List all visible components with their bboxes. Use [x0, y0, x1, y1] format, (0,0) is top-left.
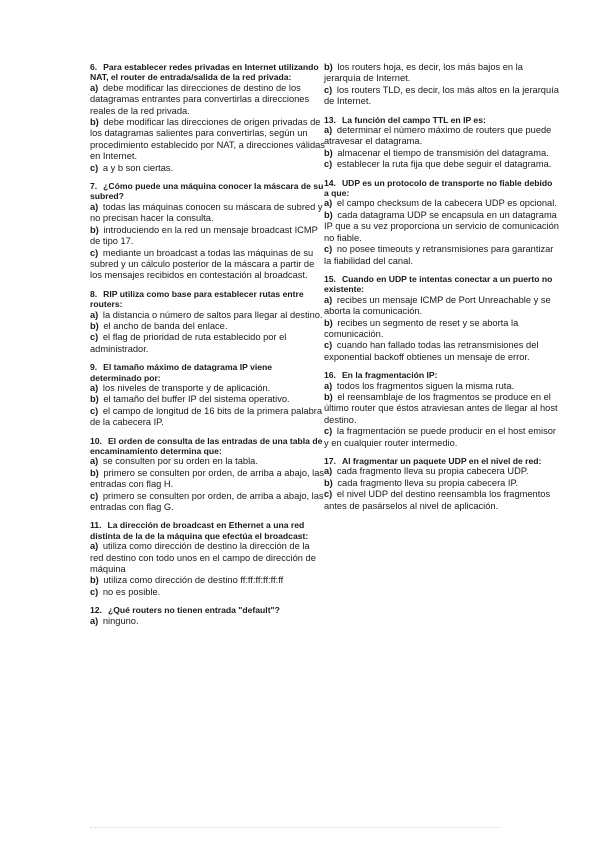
option-text: mediante un broadcast a todas las máquinas de su subred y un cálculo posterior de la máscara a partir de los mensajes recibidos en contestación al broadcast.	[90, 247, 315, 281]
question-9	[90, 362, 325, 428]
question-6	[90, 62, 325, 174]
option-letter: c)	[90, 490, 99, 501]
question-16	[324, 370, 559, 449]
answer-option-6-1	[90, 117, 325, 163]
answer-option-9-2	[90, 406, 325, 429]
option-text: debe modificar las direcciones de origen privadas de los datagramas salientes para convertirlas, según un procedimiento establecido por NAT, a direcciones válidas en Internet.	[90, 117, 325, 162]
option-text: los niveles de transporte y de aplicación.	[102, 382, 271, 393]
answer-option-12-0	[324, 62, 559, 85]
question-17	[324, 456, 559, 512]
answer-option-10-1	[90, 468, 325, 491]
answer-option-17-1	[324, 478, 559, 489]
option-letter: c)	[324, 340, 333, 351]
option-letter: a)	[90, 456, 99, 467]
question-stem: Para establecer redes privadas en Internet utilizando NAT, el router de entrada/salida de la red privada:	[90, 62, 319, 83]
option-text: la distancia o número de saltos para llegar al destino.	[102, 309, 323, 320]
question-text	[90, 62, 325, 83]
question-text	[324, 456, 559, 466]
answer-option-10-2	[90, 491, 325, 514]
question-8	[90, 289, 325, 355]
option-letter: a)	[90, 201, 99, 212]
option-letter: b)	[324, 317, 333, 328]
answer-option-15-1	[324, 318, 559, 341]
option-text: el flag de prioridad de ruta establecido por el administrador.	[90, 332, 287, 354]
scan-artifact-divider	[90, 827, 500, 828]
option-text: la fragmentación se puede producir en el host emisor y en cualquier router intermedio.	[324, 426, 556, 448]
left-column	[90, 62, 325, 634]
answer-option-17-0	[324, 466, 559, 477]
option-text: utiliza como dirección de destino la dirección de la red destino con todo unos en el campo de dirección de máquina	[90, 541, 316, 575]
option-text: primero se consulten por orden, de arriba a abajo, las entradas con flag H.	[90, 467, 325, 490]
option-text: establecer la ruta fija que debe seguir el datagrama.	[336, 159, 552, 170]
option-text: cuando han fallado todas las retransmisiones del exponential backoff obtienes un mensaje de error.	[324, 340, 539, 362]
answer-option-13-0	[324, 125, 559, 148]
question-text	[324, 178, 559, 199]
option-text: los routers TLD, es decir, los más altos en la jerarquía de Internet.	[324, 84, 559, 107]
answer-option-13-2	[324, 159, 559, 170]
option-letter: b)	[90, 320, 99, 331]
answer-option-7-1	[90, 225, 325, 248]
answer-option-12-0	[90, 616, 325, 627]
answer-option-13-1	[324, 148, 559, 159]
answer-option-16-1	[324, 392, 559, 426]
question-number: 12.	[90, 605, 102, 616]
question-number: 15.	[324, 273, 336, 284]
option-text: cada fragmento lleva su propia cabecera UDP.	[336, 466, 529, 477]
option-letter: b)	[324, 209, 333, 220]
question-text	[90, 289, 325, 310]
option-letter: a)	[324, 466, 333, 477]
option-text: primero se consulten por orden, de arriba a abajo, las entradas con flag G.	[90, 490, 324, 513]
question-stem: En la fragmentación IP:	[341, 370, 438, 381]
question-stem: Cuando en UDP te intentas conectar a un puerto no existente:	[324, 273, 553, 295]
question-stem: RIP utiliza como base para establecer rutas entre routers:	[90, 288, 304, 310]
question-10	[90, 436, 325, 514]
option-text: el tamaño del buffer IP del sistema operativo.	[103, 394, 290, 405]
question-stem: Al fragmentar un paquete UDP en el nivel de red:	[341, 456, 542, 466]
question-14	[324, 178, 559, 267]
answer-option-14-2	[324, 244, 559, 267]
option-text: todas las máquinas conocen su máscara de subred y no precisan hacer la consulta.	[90, 201, 323, 224]
option-letter: c)	[90, 405, 99, 416]
option-text: el campo checksum de la cabecera UDP es opcional.	[336, 198, 557, 209]
question-13	[324, 115, 559, 171]
question-12	[90, 605, 325, 627]
question-number: 8.	[90, 288, 98, 299]
question-stem: El tamaño máximo de datagrama IP viene determinado por:	[90, 362, 273, 383]
option-letter: b)	[324, 391, 333, 402]
option-text: a y b son ciertas.	[102, 162, 174, 173]
question-text	[90, 181, 325, 202]
question-12-continuation	[324, 62, 559, 108]
option-letter: a)	[90, 541, 99, 552]
answer-option-12-1	[324, 85, 559, 108]
option-letter: b)	[90, 575, 99, 586]
option-letter: c)	[90, 247, 99, 258]
option-text: cada fragmento lleva su propia cabecera IP.	[337, 477, 519, 488]
question-text	[90, 436, 325, 457]
right-column-questions	[324, 115, 559, 512]
question-stem: ¿Qué routers no tienen entrada "default"?	[107, 605, 280, 616]
option-text: se consulten por su orden en la tabla.	[102, 456, 258, 467]
option-text: debe modificar las direcciones de destino de los datagramas entrantes para convertirlas a direcciones reales de la red privada.	[90, 82, 310, 116]
option-text: todos los fragmentos siguen la misma ruta.	[336, 380, 515, 391]
answer-option-11-2	[90, 587, 325, 598]
option-letter: c)	[324, 159, 333, 170]
option-letter: a)	[90, 82, 99, 93]
answer-option-7-0	[90, 202, 325, 225]
question-number: 11.	[90, 520, 102, 531]
question-number: 6.	[90, 62, 98, 72]
option-letter: c)	[324, 426, 333, 437]
question-stem: La dirección de broadcast en Ethernet a una red distinta de la de la máquina que efectúa el broadcast:	[90, 520, 309, 541]
option-letter: b)	[324, 62, 333, 72]
option-text: ninguno.	[102, 615, 139, 626]
right-column	[324, 62, 559, 519]
answer-option-16-2	[324, 426, 559, 449]
question-text	[90, 520, 325, 541]
option-text: no posee timeouts y retransmisiones para garantizar la fiabilidad del canal.	[324, 244, 554, 266]
answer-option-9-1	[90, 394, 325, 405]
question-number: 14.	[324, 177, 336, 188]
answer-option-16-0	[324, 381, 559, 392]
answer-option-15-0	[324, 295, 559, 318]
answer-option-8-1	[90, 321, 325, 332]
answer-option-6-0	[90, 83, 325, 117]
option-letter: a)	[90, 309, 99, 320]
option-text: determinar el número máximo de routers que puede atravesar el datagrama.	[324, 125, 552, 147]
question-number: 10.	[90, 435, 102, 446]
question-number: 16.	[324, 370, 336, 381]
option-letter: b)	[90, 467, 99, 478]
option-text: recibes un segmento de reset y se aborta la comunicación.	[324, 317, 519, 339]
option-text: el reensamblaje de los fragmentos se produce en el último router que éstos atraviesan antes de llegar al host destino.	[324, 391, 558, 425]
question-number: 13.	[324, 114, 336, 125]
option-text: el nivel UDP del destino reensambla los fragmentos antes de pasárselos al nivel de aplicación.	[324, 489, 551, 511]
question-number: 7.	[90, 181, 98, 192]
answer-option-7-2	[90, 248, 325, 282]
option-text: el campo de longitud de 16 bits de la primera palabra de la cabecera IP.	[90, 405, 323, 428]
question-number: 9.	[90, 362, 98, 373]
question-stem: ¿Cómo puede una máquina conocer la máscara de su subred?	[90, 181, 324, 202]
answer-option-11-0	[90, 541, 325, 575]
answer-option-9-0	[90, 383, 325, 394]
question-11	[90, 520, 325, 598]
question-stem: La función del campo TTL en IP es:	[341, 114, 486, 125]
answer-option-14-0	[324, 198, 559, 209]
answer-option-10-0	[90, 456, 325, 467]
question-number: 17.	[324, 456, 336, 466]
option-letter: b)	[324, 147, 333, 158]
option-letter: b)	[324, 477, 333, 488]
option-letter: c)	[90, 332, 99, 343]
answer-option-15-2	[324, 340, 559, 363]
option-letter: c)	[90, 586, 99, 597]
option-letter: c)	[90, 162, 99, 173]
question-stem: El orden de consulta de las entradas de una tabla de encaminamiento determina que:	[90, 435, 323, 456]
option-letter: b)	[90, 394, 99, 405]
option-letter: a)	[324, 380, 333, 391]
option-text: cada datagrama UDP se encapsula en un datagrama IP que a su vez proporciona un servicio de comunicación no fiable.	[324, 209, 559, 243]
option-text: recibes un mensaje ICMP de Port Unreachable y se aborta la comunicación.	[324, 294, 551, 317]
question-15	[324, 274, 559, 363]
answer-option-17-2	[324, 489, 559, 512]
question-text	[324, 370, 559, 380]
option-letter: a)	[90, 615, 99, 626]
option-text: el ancho de banda del enlace.	[103, 320, 228, 331]
option-letter: a)	[324, 198, 333, 209]
option-letter: b)	[90, 117, 99, 128]
option-letter: a)	[324, 294, 333, 305]
option-text: no es posible.	[102, 586, 161, 597]
question-text	[90, 362, 325, 383]
answer-option-8-2	[90, 332, 325, 355]
question-text	[90, 605, 325, 615]
option-letter: a)	[324, 125, 333, 136]
answer-option-6-2	[90, 163, 325, 174]
answer-option-11-1	[90, 575, 325, 586]
answer-option-8-0	[90, 310, 325, 321]
question-text	[324, 274, 559, 295]
option-letter: c)	[324, 84, 333, 95]
question-stem: UDP es un protocolo de transporte no fiable debido a que:	[324, 177, 553, 199]
question-text	[324, 115, 559, 125]
question-7	[90, 181, 325, 282]
option-text: almacenar el tiempo de transmisión del datagrama.	[337, 147, 549, 158]
answer-option-14-1	[324, 210, 559, 244]
option-letter: a)	[90, 382, 99, 393]
option-text: los routers hoja, es decir, los más bajos en la jerarquía de Internet.	[324, 62, 523, 84]
option-text: utiliza como dirección de destino ff:ff:ff:ff:ff:ff	[103, 575, 284, 586]
option-letter: c)	[324, 489, 333, 500]
option-text: introduciendo en la red un mensaje broadcast ICMP de tipo 17.	[90, 224, 318, 247]
option-letter: b)	[90, 224, 99, 235]
option-letter: c)	[324, 244, 333, 255]
